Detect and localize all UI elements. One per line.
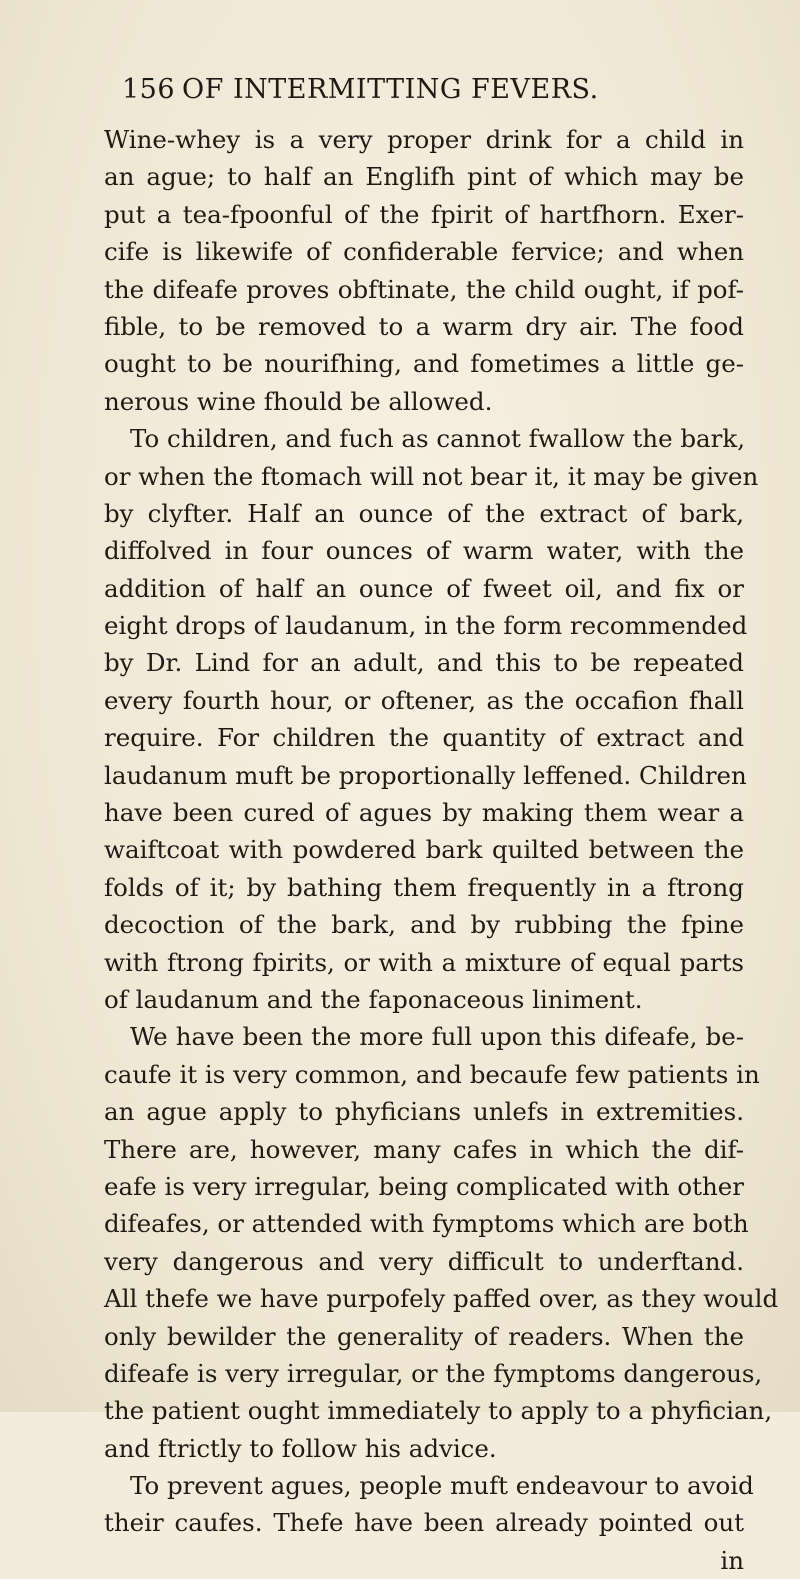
text-line: cife is likewife of confiderable fervice; and when (104, 237, 744, 267)
text-line: only bewilder the generality of readers. When the (104, 1321, 744, 1351)
text-line: the difeafe proves obftinate, the child ought, if pof- (104, 274, 744, 304)
text-line: diffolved in four ounces of warm water, with the (104, 536, 744, 566)
text-line: an ague apply to phyficians unlefs in extremities. (104, 1097, 744, 1127)
body-text (104, 121, 779, 1579)
text-line: Wine-whey is a very proper drink for a child in (104, 125, 744, 154)
text-line: difeafe is very irregular, or the fymptoms dangerous, (104, 1358, 763, 1388)
text-line: very dangerous and very difficult to underftand. (104, 1246, 744, 1276)
text-line: eafe is very irregular, being complicated with other (104, 1171, 744, 1201)
text-line: an ague; to half an Englifh pint of which may be (104, 162, 744, 192)
text-line: To children, and fuch as cannot fwallow the bark, (130, 424, 746, 454)
text-line: nerous wine fhould be allowed. (104, 386, 493, 416)
running-header (122, 74, 722, 118)
page-number: 156 (122, 74, 176, 105)
text-line: fible, to be removed to a warm dry air. The food (104, 311, 744, 341)
text-line: There are, however, many cafes in which the dif- (104, 1134, 744, 1164)
text-line: the patient ought immediately to apply to a phyfician, (104, 1396, 773, 1426)
text-line: laudanum muft be proportionally leffened. Children (104, 760, 747, 790)
text-line: difeafes, or attended with fymptoms which are both (104, 1209, 749, 1239)
catchword: in (720, 1545, 744, 1575)
text-line: every fourth hour, or oftener, as the occafion fhall (104, 685, 744, 715)
text-line: put a tea-fpoonful of the fpirit of hartfhorn. Exer- (104, 199, 744, 229)
running-title: OF INTERMITTING FEVERS. (182, 74, 599, 105)
text-line: ought to be nourifhing, and fometimes a little ge- (104, 349, 744, 379)
text-line: folds of it; by bathing them frequently in a ftrong (104, 872, 744, 902)
text-line: have been cured of agues by making them wear a (104, 798, 744, 828)
text-line: and ftrictly to follow his advice. (104, 1433, 497, 1463)
text-line: or when the ftomach will not bear it, it may be given (104, 461, 759, 491)
text-line: All thefe we have purpofely paffed over, as they would (104, 1284, 779, 1314)
text-line: decoction of the bark, and by rubbing the fpine (104, 910, 744, 940)
text-line: eight drops of laudanum, in the form recommended (104, 611, 748, 641)
text-line: waiftcoat with powdered bark quilted between the (104, 835, 744, 865)
text-line: We have been the more full upon this difeafe, be- (130, 1022, 744, 1052)
text-line: by clyfter. Half an ounce of the extract of bark, (104, 498, 744, 528)
text-line: of laudanum and the faponaceous liniment. (104, 984, 643, 1014)
text-line: their caufes. Thefe have been already pointed out (104, 1508, 744, 1538)
text-line: by Dr. Lind for an adult, and this to be repeated (104, 648, 744, 678)
text-line: with ftrong fpirits, or with a mixture of equal parts (104, 947, 744, 977)
text-line: To prevent agues, people muft endeavour to avoid (130, 1471, 754, 1501)
text-line: addition of half an ounce of fweet oil, and fix or (104, 573, 744, 603)
text-line: require. For children the quantity of extract and (104, 723, 744, 753)
text-line: caufe it is very common, and becaufe few patients in (104, 1059, 760, 1089)
